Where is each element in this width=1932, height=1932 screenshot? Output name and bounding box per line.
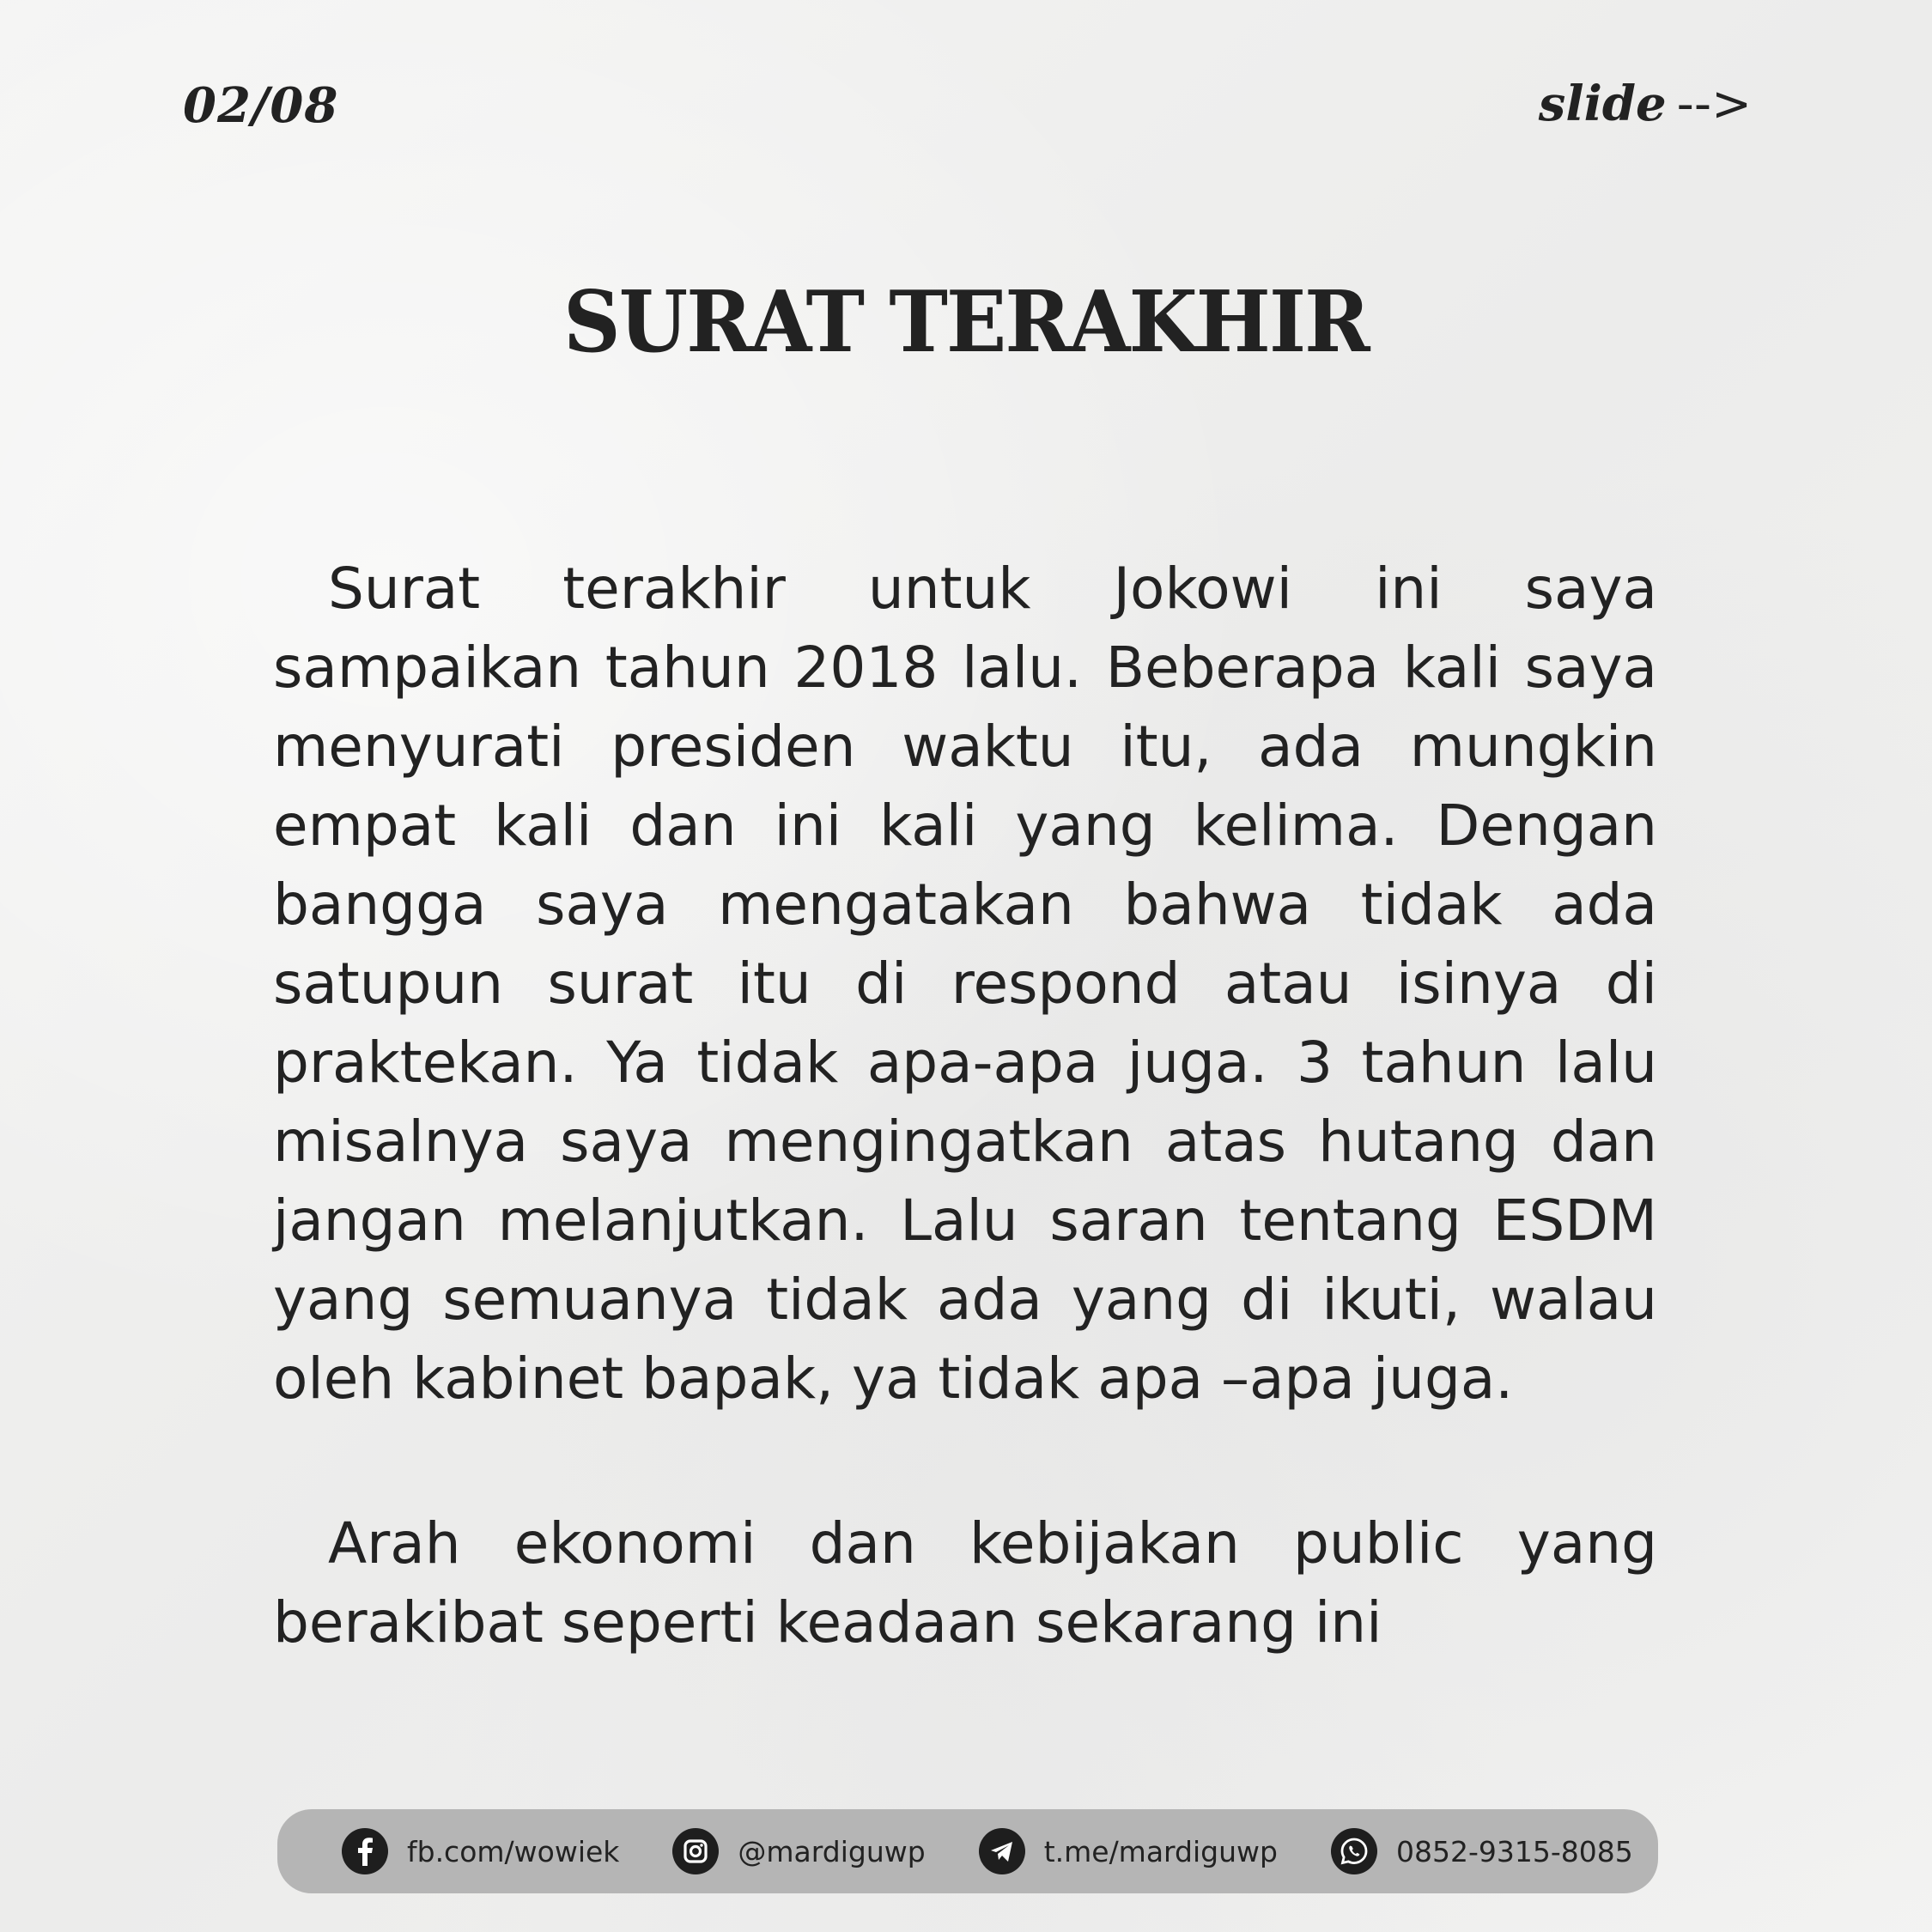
next-slide-hint <box>1539 76 1752 132</box>
arrow-right-icon: --> <box>1676 76 1752 132</box>
whatsapp-number[interactable]: 0852-9315-8085 <box>1395 1834 1633 1868</box>
paragraph-2: Arah ekonomi dan kebijakan public yang berakibat seperti keadaan sekarang ini <box>273 1510 1657 1656</box>
whatsapp-icon <box>1331 1828 1377 1874</box>
slide-label: slide <box>1538 76 1667 132</box>
facebook-icon <box>342 1828 388 1874</box>
instagram-handle[interactable]: @mardiguwp <box>738 1834 926 1868</box>
telegram-link[interactable]: t.me/mardiguwp <box>1043 1834 1278 1868</box>
page-indicator: 02/08 <box>183 77 339 134</box>
social-contact-bar <box>277 1809 1658 1893</box>
instagram-icon <box>672 1828 719 1874</box>
contact-whatsapp[interactable] <box>1331 1828 1633 1874</box>
telegram-icon <box>979 1828 1025 1874</box>
paragraph-1: Surat terakhir untuk Jokowi ini saya sampaikan tahun 2018 lalu. Beberapa kali saya menyurati presiden waktu itu, ada mungkin empat kali dan ini kali yang kelima. Dengan bangga saya mengatakan bahwa tidak ada satupun surat itu di respond atau isinya di praktekan. Ya tidak apa-apa juga. 3 tahun lalu misalnya saya mengingatkan atas hutang dan jangan melanjutkan. Lalu saran tentang ESDM yang semuanya tidak ada yang di ikuti, walau oleh kabinet bapak, ya tidak apa –apa juga. <box>273 556 1657 1412</box>
facebook-link[interactable]: fb.com/wowiek <box>407 1834 620 1868</box>
article-body <box>273 550 1657 1662</box>
contact-instagram[interactable] <box>672 1828 925 1874</box>
page-title: SURAT TERAKHIR <box>563 273 1369 372</box>
contact-facebook[interactable] <box>342 1828 619 1874</box>
contact-telegram[interactable] <box>979 1828 1278 1874</box>
